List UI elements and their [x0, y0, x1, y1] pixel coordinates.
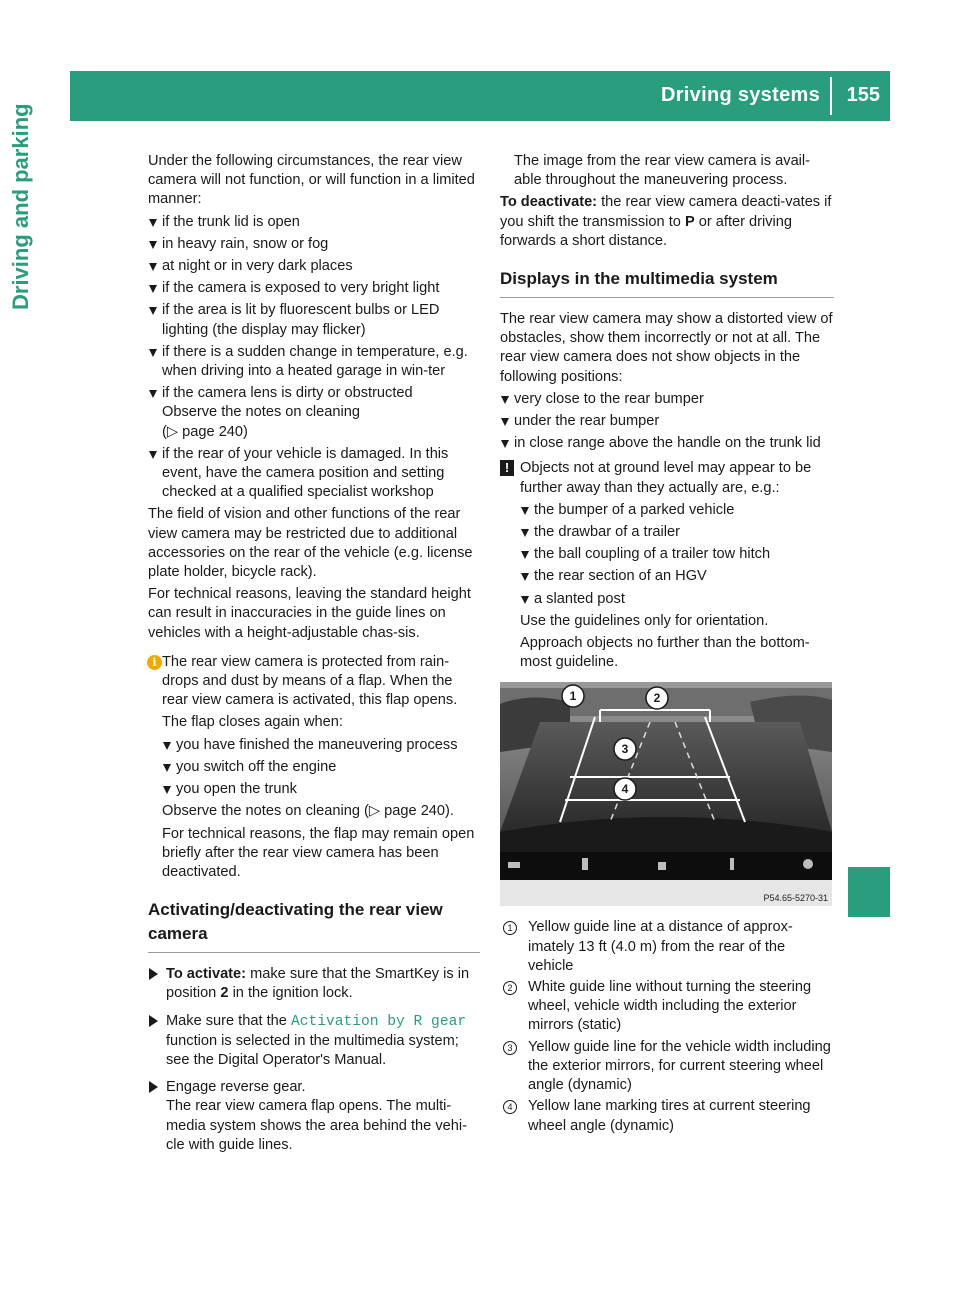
- step-text: Make sure that the: [166, 1012, 287, 1029]
- flap-closes-text: The flap closes again when:: [162, 714, 343, 731]
- side-tab-marker: [848, 867, 890, 917]
- deactivate-text-end: or after driving forwards a short distance.: [500, 213, 793, 249]
- list-item: the drawbar of a trailer: [520, 523, 834, 542]
- list-item: the ball coupling of a trailer tow hitch: [520, 545, 834, 564]
- intro-paragraph: Under the following circumstances, the rear view camera will not function, or will function in a limited manner:: [148, 153, 475, 208]
- camera-view-illustration: [500, 682, 832, 906]
- warning-text: Objects not at ground level may appear to be further away than they actually are, e.g.:: [520, 460, 812, 496]
- legend-number: 2: [503, 981, 517, 995]
- legend-number: 4: [503, 1100, 517, 1114]
- function-name: Activation by R gear: [290, 1013, 467, 1030]
- xref-arrow-icon: ▷: [368, 803, 381, 820]
- height-paragraph: For technical reasons, leaving the standard height can result in inaccuracies in the guide lines on vehicles with a height-adjustable chas-sis.: [148, 586, 471, 641]
- list-item: the rear section of an HGV: [520, 567, 834, 586]
- deactivate-paragraph: [500, 193, 834, 251]
- guide-icon: [658, 862, 666, 870]
- list-item: you switch off the engine: [162, 758, 480, 777]
- step-item: [148, 965, 480, 1003]
- camera-icon: [582, 858, 588, 870]
- legend-item: [500, 1097, 834, 1135]
- legend-text: Yellow lane marking tires at current steering wheel angle (dynamic): [528, 1098, 811, 1134]
- deactivate-text: the rear view camera deacti-vates if you shift the transmission to: [500, 194, 832, 230]
- step-arrow-icon: [149, 968, 158, 980]
- legend-item: [500, 1038, 834, 1096]
- step-item: [148, 1012, 480, 1071]
- xref-arrow-icon: ▷: [166, 423, 179, 440]
- step-label: To activate:: [166, 966, 247, 983]
- info-note: [148, 653, 480, 882]
- view-icon: [730, 858, 734, 870]
- legend-item: [500, 978, 834, 1036]
- field-of-vision-paragraph: The field of vision and other functions of the rear view camera may be restricted due to additional accessories on the rear of the vehicle (e.g. license plate holder, bicycle rack).: [148, 506, 473, 581]
- legend-text: Yellow guide line for the vehicle width including the exterior mirrors, for current steering wheel angle (dynamic): [528, 1038, 831, 1094]
- page-reference[interactable]: page 240).: [384, 803, 454, 820]
- list-item: under the rear bumper: [500, 412, 834, 431]
- cleaning-paragraph: [162, 802, 480, 821]
- list-item: a slanted post: [520, 590, 834, 609]
- page-header: [70, 71, 890, 121]
- list-item: you open the trunk: [162, 780, 480, 799]
- list-item: [148, 384, 480, 442]
- settings-icon: [803, 859, 813, 869]
- figure-code: P54.65-5270-31: [763, 893, 828, 904]
- list-item: in close range above the handle on the trunk lid: [500, 434, 834, 453]
- list-item: if the area is lit by fluorescent bulbs or LED lighting (the display may flicker): [148, 301, 480, 339]
- figure-legend: [500, 918, 834, 1135]
- gear-p: P: [684, 213, 695, 230]
- guideline-text: Use the guidelines only for orientation.: [520, 612, 769, 629]
- list-item: in heavy rain, snow or fog: [148, 235, 480, 254]
- list-item: if the camera is exposed to very bright light: [148, 279, 480, 298]
- rear-camera-image: [500, 682, 832, 906]
- section-title: Driving systems: [660, 84, 820, 106]
- legend-number: 3: [503, 1041, 517, 1055]
- list-item: if the rear of your vehicle is damaged. In this event, have the camera position and setting checked at a qualified specialist workshop: [148, 445, 480, 503]
- step-arrow-icon: [149, 1081, 158, 1093]
- info-icon: i: [147, 655, 162, 670]
- flap-remain-text: For technical reasons, the flap may remain open briefly after the rear view camera has been deactivated.: [162, 825, 475, 880]
- legend-item: [500, 918, 834, 976]
- availability-paragraph: The image from the rear view camera is avail-able throughout the maneuvering process.: [514, 153, 811, 189]
- deactivate-label: To deactivate:: [500, 194, 598, 211]
- list-item-text: if the camera lens is dirty or obstructed: [162, 385, 413, 402]
- legend-text: White guide line without turning the steering wheel, vehicle width including the exterior mirrors (static): [528, 979, 812, 1034]
- left-column: [148, 152, 480, 1158]
- approach-text: Approach objects no further than the bottom-most guideline.: [520, 635, 810, 671]
- page-number: 155: [846, 84, 880, 106]
- step-text: make sure that the SmartKey is in position: [166, 966, 470, 1002]
- step-result: The rear view camera flap opens. The multi-media system shows the area behind the vehi-cle with guide lines.: [166, 1098, 467, 1153]
- callout-1: 1: [569, 689, 577, 704]
- page-reference[interactable]: (▷ page 240): [162, 423, 248, 440]
- callout-2: 2: [653, 691, 661, 706]
- heading-displays: Displays in the multimedia system: [500, 267, 834, 298]
- info-text: The rear view camera is protected from rain-drops and dust by means of a flap. When the rear view camera is activated, this flap opens.: [162, 653, 458, 709]
- callout-4: 4: [621, 782, 629, 797]
- side-tab-label: Driving and parking: [8, 103, 33, 310]
- page-reference-text: page 240): [182, 423, 248, 440]
- distortion-paragraph: The rear view camera may show a distorted view of obstacles, show them incorrectly or not at all. The rear view camera does not show objects in the following positions:: [500, 311, 833, 385]
- step-text-end: function is selected in the multimedia system; see the Digital Operator's Manual.: [166, 1032, 459, 1068]
- warning-icon: !: [500, 460, 514, 476]
- legend-number: 1: [503, 921, 517, 935]
- list-item: at night or in very dark places: [148, 257, 480, 276]
- list-item: if the trunk lid is open: [148, 213, 480, 232]
- step-item: [148, 1078, 480, 1155]
- right-column: [500, 152, 834, 1138]
- list-item: if there is a sudden change in temperature, e.g. when driving into a heated garage in win-ter: [148, 343, 480, 381]
- warning-note: [500, 459, 834, 672]
- step-arrow-icon: [149, 1015, 158, 1027]
- step-text-end: in the ignition lock.: [232, 985, 353, 1002]
- list-item: you have finished the maneuvering process: [162, 736, 480, 755]
- header-divider: [830, 77, 832, 115]
- key-position: 2: [220, 985, 229, 1002]
- list-item: very close to the rear bumper: [500, 390, 834, 409]
- step-text: Engage reverse gear.: [166, 1079, 306, 1096]
- callout-3: 3: [621, 742, 629, 757]
- list-item: the bumper of a parked vehicle: [520, 501, 834, 520]
- cleaning-note: Observe the notes on cleaning: [162, 404, 360, 421]
- back-icon: [508, 862, 520, 868]
- heading-activating: Activating/deactivating the rear view camera: [148, 898, 480, 953]
- cleaning-text: Observe the notes on cleaning (: [162, 803, 369, 820]
- legend-text: Yellow guide line at a distance of approx-imately 13 ft (4.0 m) from the rear of the vehicle: [528, 919, 793, 974]
